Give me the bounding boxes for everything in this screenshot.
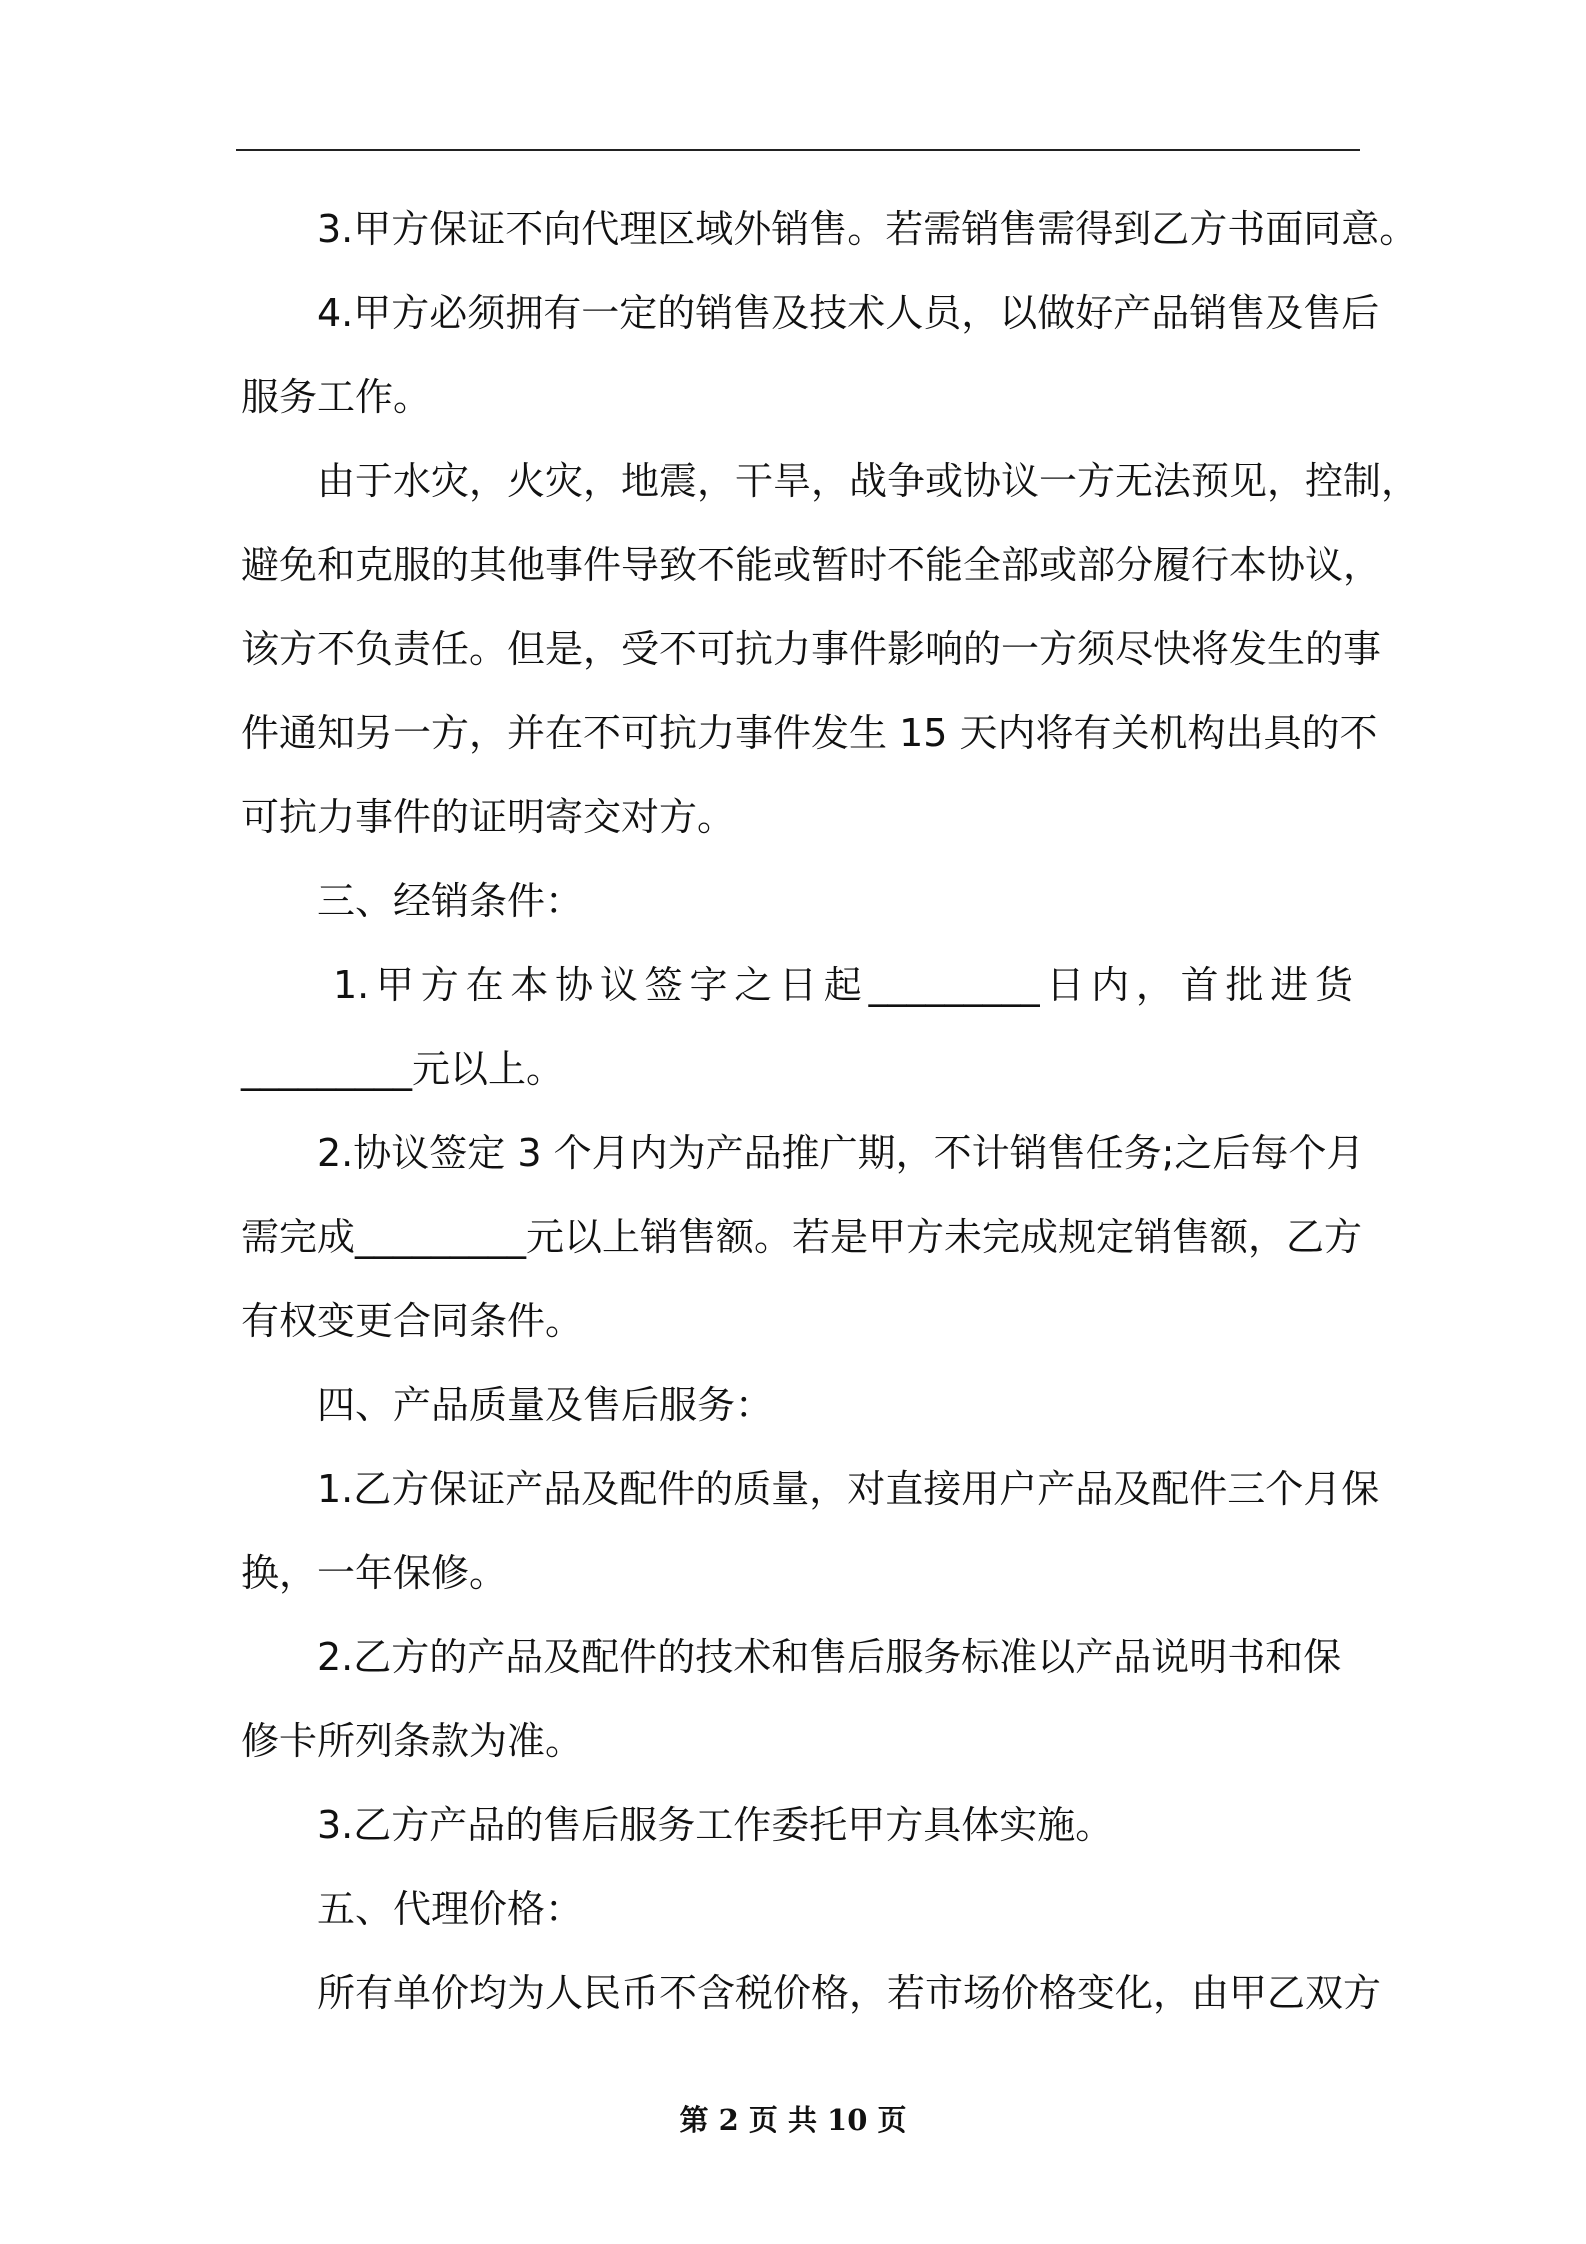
paragraph-line: 避免和克服的其他事件导致不能或暂时不能全部或部分履行本协议，	[241, 543, 1382, 587]
section-heading: 四、产品质量及售后服务：	[317, 1383, 774, 1427]
paragraph-line: 修卡所列条款为准。	[241, 1719, 584, 1763]
document-body	[241, 198, 1420, 2046]
paragraph-line: 3.乙方产品的售后服务工作委托甲方具体实施。	[317, 1803, 1114, 1847]
paragraph-line: 2.乙方的产品及配件的技术和售后服务标准以产品说明书和保	[317, 1635, 1342, 1679]
paragraph-line: 件通知另一方，并在不可抗力事件发生 15 天内将有关机构出具的不	[241, 711, 1378, 755]
section-heading: 三、经销条件：	[317, 879, 584, 923]
paragraph-line: 1.乙方保证产品及配件的质量，对直接用户产品及配件三个月保	[317, 1467, 1380, 1511]
header-divider	[236, 149, 1360, 151]
paragraph-line: 可抗力事件的证明寄交对方。	[241, 795, 736, 839]
paragraph-line: 所有单价均为人民币不含税价格，若市场价格变化，由甲乙双方	[317, 1971, 1382, 2015]
paragraph-line: 服务工作。	[241, 375, 432, 419]
paragraph-line: 4.甲方必须拥有一定的销售及技术人员，以做好产品销售及售后	[317, 291, 1380, 335]
paragraph-line: 1.甲方在本协议签字之日起_________日内，首批进货	[333, 963, 1353, 1007]
paragraph-line: 有权变更合同条件。	[241, 1299, 584, 1343]
paragraph-line: 该方不负责任。但是，受不可抗力事件影响的一方须尽快将发生的事	[241, 627, 1382, 671]
paragraph-line: 3.甲方保证不向代理区域外销售。若需销售需得到乙方书面同意。	[317, 207, 1418, 251]
paragraph-line: _________元以上。	[241, 1047, 565, 1091]
paragraph-line: 换，一年保修。	[241, 1551, 508, 1595]
paragraph-line: 2.协议签定 3 个月内为产品推广期，不计销售任务;之后每个月	[317, 1131, 1365, 1175]
section-heading: 五、代理价格：	[317, 1887, 584, 1931]
page-number-footer: 第 2 页 共 10 页	[679, 2103, 907, 2137]
paragraph-line: 由于水灾，火灾，地震，干旱，战争或协议一方无法预见，控制，	[317, 459, 1420, 503]
paragraph-line: 需完成_________元以上销售额。若是甲方未完成规定销售额，乙方	[241, 1215, 1363, 1259]
